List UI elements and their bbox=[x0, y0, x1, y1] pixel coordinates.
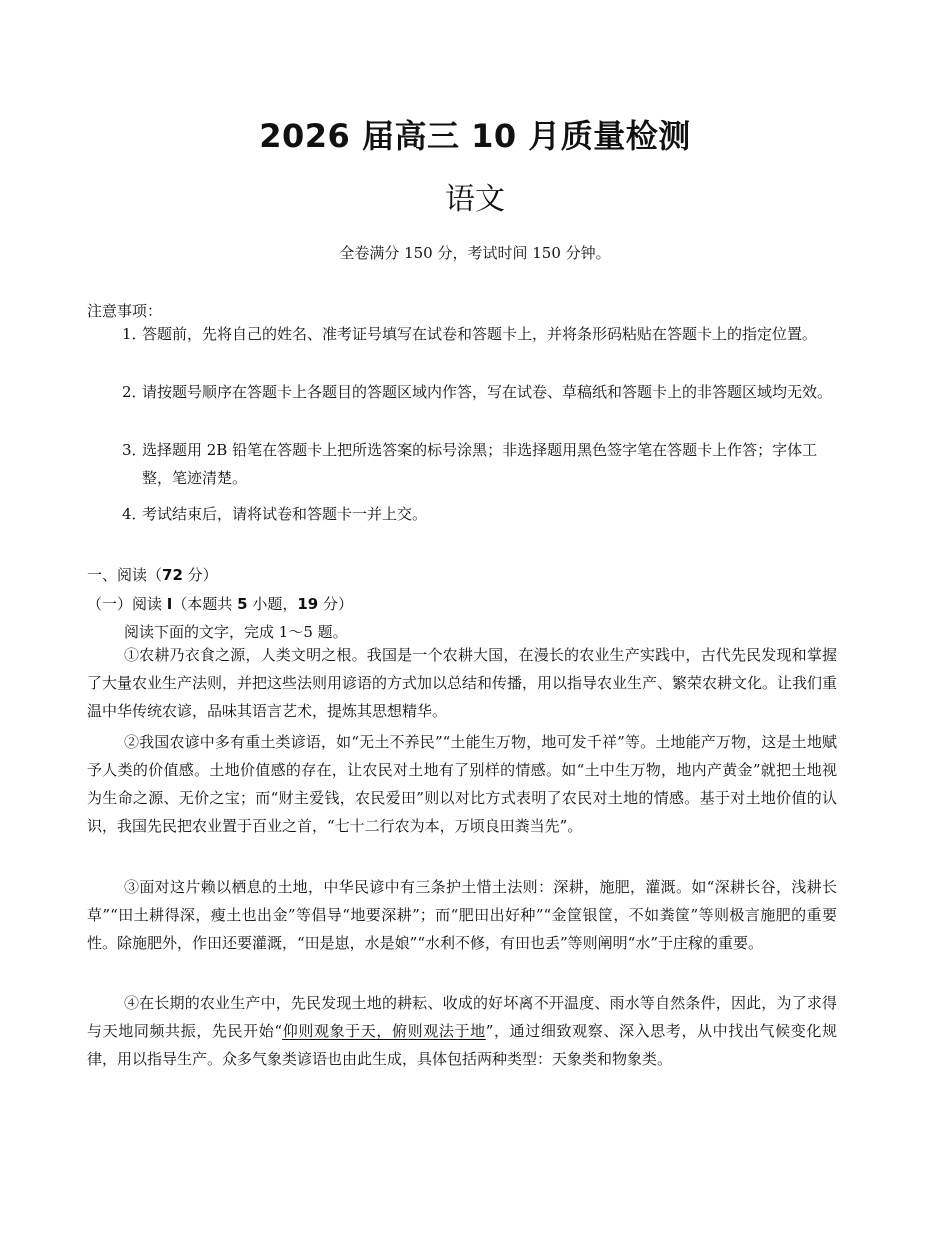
note-number: 4． bbox=[122, 505, 147, 523]
exam-title: 2026 届高三 10 月质量检测 bbox=[259, 117, 691, 155]
note-number: 2． bbox=[122, 383, 147, 401]
section-heading bbox=[87, 561, 218, 589]
subsection-heading bbox=[87, 590, 353, 618]
note-text: 答题前，先将自己的姓名、准考证号填写在试卷和答题卡上，并将条形码粘贴在答题卡上的指定位置。 bbox=[142, 325, 818, 343]
note-item-1 bbox=[122, 320, 842, 348]
exam-info: 全卷满分 150 分，考试时间 150 分钟。 bbox=[339, 244, 611, 262]
subsection-score: 19 bbox=[297, 595, 319, 613]
subsection-roman: I bbox=[166, 595, 173, 613]
subsection-mid1: （本题共 bbox=[172, 595, 238, 613]
note-item-4 bbox=[122, 500, 842, 528]
note-number: 1． bbox=[122, 325, 147, 343]
note-item-3 bbox=[122, 436, 842, 492]
section-heading-suffix: 分） bbox=[182, 566, 218, 584]
underlined-quote: 仰则观象于天，俯则观法于地 bbox=[282, 1022, 486, 1040]
subsection-mid2: 小题， bbox=[247, 595, 298, 613]
note-text: 选择题用 2B 铅笔在答题卡上把所选答案的标号涂黑；非选择题用黑色签字笔在答题卡上作答；字体工整，笔迹清楚。 bbox=[142, 441, 818, 487]
reading-instruction: 阅读下面的文字，完成 1～5 题。 bbox=[124, 623, 348, 641]
notes-heading: 注意事项： bbox=[87, 302, 163, 320]
note-text: 请按题号顺序在答题卡上各题目的答题区域内作答，写在试卷、草稿纸和答题卡上的非答题区域均无效。 bbox=[142, 383, 833, 401]
note-number: 3． bbox=[122, 441, 147, 459]
passage-paragraph-3: ③面对这片赖以栖息的土地，中华民谚中有三条护土惜土法则：深耕，施肥，灌溉。如“深耕长谷，浅耕长草”“田土耕得深，瘦土也出金”等倡导“地要深耕”；而“肥田出好种”“金筐银筐，不如粪筐”等则极言施肥的重要性。除施肥外，作田还要灌溉，“田是崽，水是娘”“水利不修，有田也丢”等则阐明“水”于庄稼的重要。 bbox=[87, 878, 837, 952]
subsection-suffix: 分） bbox=[318, 595, 354, 613]
subsection-count: 5 bbox=[237, 595, 248, 613]
passage-paragraph-4 bbox=[87, 989, 837, 1073]
passage-paragraph-2: ②我国农谚中多有重土类谚语，如“无土不养民”“土能生万物，地可发千祥”等。土地能产万物，这是土地赋予人类的价值感。土地价值感的存在，让农民对土地有了别样的情感。如“土中生万物，地内产黄金”就把土地视为生命之源、无价之宝；而“财主爱钱，农民爱田”则以对比方式表明了农民对土地的情感。基于对土地价值的认识，我国先民把农业置于百业之首，“七十二行农为本，万顷良田粪当先”。 bbox=[87, 733, 837, 835]
paragraph-4-text-after: ”，通过细致观察、深入思考，从中找出气候变化规律，用以指导生产。众多气象类谚语也由此生成，具体包括两种类型：天象类和物象类。 bbox=[87, 1022, 838, 1068]
subsection-prefix: （一）阅读 bbox=[87, 595, 167, 613]
passage-paragraph-1: ①农耕乃衣食之源，人类文明之根。我国是一个农耕大国，在漫长的农业生产实践中，古代先民发现和掌握了大量农业生产法则，并把这些法则用谚语的方式加以总结和传播，用以指导农业生产、繁荣农耕文化。让我们重温中华传统农谚，品味其语言艺术，提炼其思想精华。 bbox=[87, 646, 838, 720]
section-score: 72 bbox=[162, 566, 183, 584]
paragraph-4-text-before: ④在长期的农业生产中，先民发现土地的耕耘、收成的好坏离不开温度、雨水等自然条件，因此，为了求得与天地同频共振，先民开始“ bbox=[87, 994, 837, 1040]
note-item-2 bbox=[122, 378, 842, 406]
note-text: 考试结束后，请将试卷和答题卡一并上交。 bbox=[142, 505, 428, 523]
subject-title: 语文 bbox=[445, 182, 505, 217]
section-heading-prefix: 一、阅读（ bbox=[87, 566, 163, 584]
